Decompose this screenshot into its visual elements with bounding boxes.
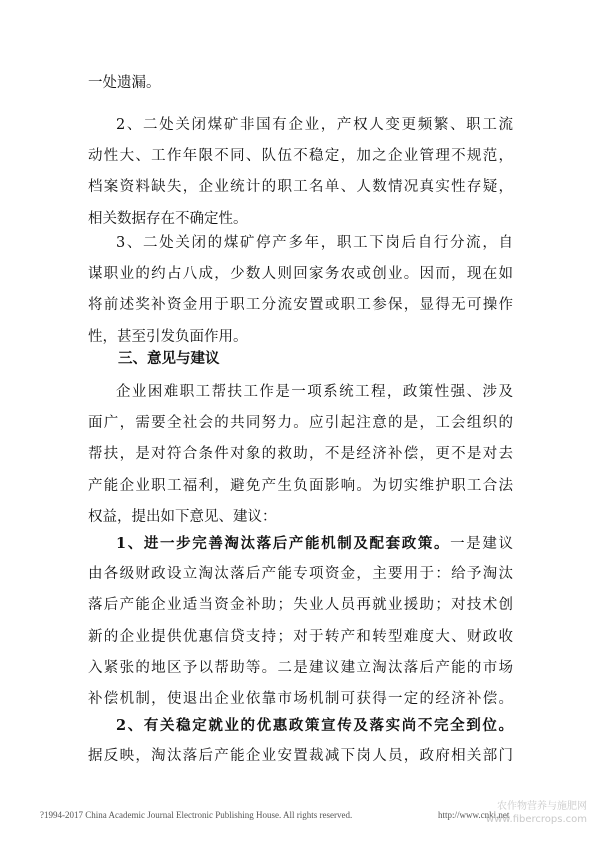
paragraph-suggestion-2 [88, 710, 513, 772]
paragraph-continuation [88, 68, 513, 99]
text-line: 将前述奖补资金用于职工分流安置或职工参保，显得无可操作 [88, 297, 513, 314]
text-line [88, 528, 513, 559]
watermark-title: 农作物营养与施肥网 [497, 801, 587, 812]
text-line: 新的企业提供优惠信贷支持；对于转产和转型难度大、财政收 [88, 628, 513, 645]
paragraph-intro [88, 377, 513, 533]
footer-url: http://www.cnki.net [438, 810, 510, 820]
text-line: 一处遗漏。 [88, 75, 161, 91]
bold-heading-text: 2、有关稳定就业的优惠政策宣传及落实尚不完全到位。 [116, 717, 513, 734]
paragraph-point-2 [88, 110, 513, 235]
text-line: 由各级财政设立淘汰落后产能专项资金，主要用于：给予淘汰 [88, 566, 513, 583]
text-line: 产能企业职工福利，避免产生负面影响。为切实维护职工合法 [88, 477, 513, 494]
bold-heading-text: 1、进一步完善淘汰落后产能机制及配套政策。 [116, 535, 451, 552]
text-line: 相关数据存在不确定性。 [88, 210, 248, 227]
text-line: 面广，需要全社会的共同努力。应引起注意的是，工会组织的 [88, 415, 513, 432]
text-line: 补偿机制，使退出企业依靠市场机制可获得一定的经济补偿。 [88, 690, 513, 707]
text-line: 企业困难职工帮扶工作是一项系统工程，政策性强、涉及 [116, 384, 513, 400]
text-line: 档案资料缺失，企业统计的职工名单、人数情况真实性存疑， [88, 179, 513, 196]
text-line: 落后产能企业适当资金补助；失业人员再就业援助；对技术创 [88, 597, 513, 614]
text-line: 权益，提出如下意见、建议： [88, 508, 277, 525]
text-line: 2、二处关闭煤矿非国有企业，产权人变更频繁、职工流 [116, 117, 513, 133]
text-run: 一是建议 [450, 536, 513, 552]
text-line: 谋职业的约占八成，少数人则回家务农或创业。因而，现在如 [88, 266, 513, 283]
text-line: 入紧张的地区予以帮助等。二是建议建立淘汰落后产能的市场 [88, 659, 513, 676]
text-line: 动性大、工作年限不同、队伍不稳定，加之企业管理不规范， [88, 148, 513, 165]
paragraph-point-3 [88, 228, 513, 353]
watermark [486, 800, 587, 826]
watermark-url: www.fibercrops.com [485, 814, 587, 825]
copyright-notice: ?1994-2017 China Academic Journal Electronic Publishing House. All rights reserved. [40, 810, 353, 820]
text-line: 帮扶，是对符合条件对象的救助，不是经济补偿，更不是对去 [88, 446, 513, 463]
text-line: 性，甚至引发负面作用。 [88, 328, 248, 345]
text-line: 据反映，淘汰落后产能企业安置裁减下岗人员，政府相关部门 [88, 748, 513, 765]
paragraph-suggestion-1 [88, 528, 513, 715]
text-line: 3、二处关闭的煤矿停产多年，职工下岗后自行分流，自 [116, 235, 513, 251]
section-heading: 三、意见与建议 [118, 350, 220, 367]
